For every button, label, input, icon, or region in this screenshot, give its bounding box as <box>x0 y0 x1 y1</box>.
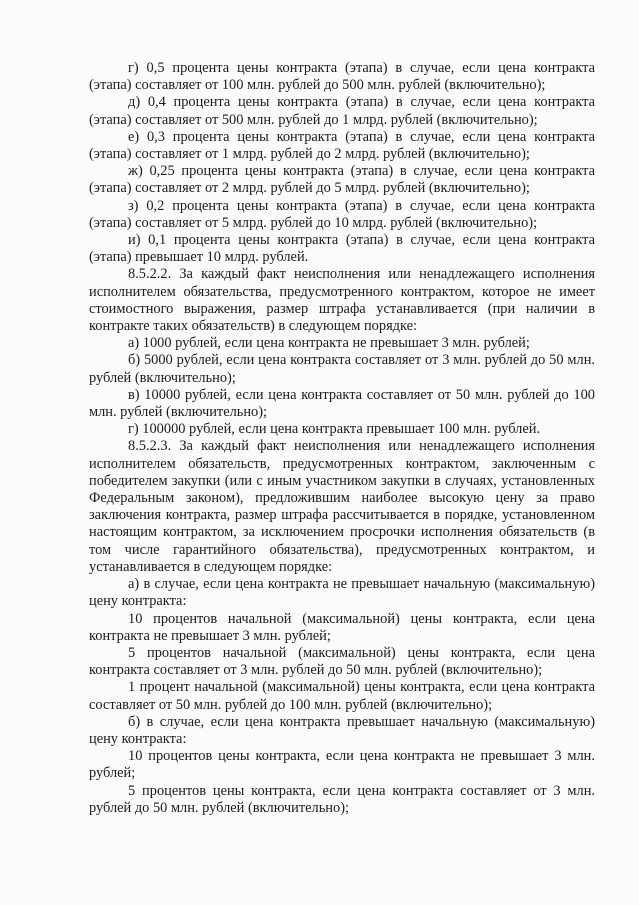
paragraph-10-percent-initial-price: 10 процентов начальной (максимальной) цены контракта, если цена контракта не превышает 3 млн. рублей; <box>89 610 595 644</box>
paragraph-clause-8-5-2-2: 8.5.2.2. За каждый факт неисполнения или ненадлежащего исполнения исполнителем обязательства, предусмотренного контрактом, которое не имеет стоимостного выражения, размер штрафа устанавливается (при наличии в контракте таких обязательств) в следующем порядке: <box>89 266 595 335</box>
paragraph-item-b-5000-rub: б) 5000 рублей, если цена контракта составляет от 3 млн. рублей до 50 млн. рублей (включительно); <box>89 352 595 386</box>
paragraph-item-v-10000-rub: в) 10000 рублей, если цена контракта составляет от 50 млн. рублей до 100 млн. рублей (включительно); <box>89 386 595 421</box>
paragraph-item-a-not-exceeding-initial: а) в случае, если цена контракта не превышает начальную (максимальную) цену контракта: <box>89 576 595 610</box>
paragraph-item-b-exceeding-initial: б) в случае, если цена контракта превышает начальную (максимальную) цену контракта: <box>89 713 595 747</box>
paragraph-item-a-1000-rub: а) 1000 рублей, если цена контракта не превышает 3 млн. рублей; <box>128 335 530 352</box>
paragraph-item-g-0-5-percent: г) 0,5 процента цены контракта (этапа) в случае, если цена контракта (этапа) составляет от 100 млн. рублей до 500 млн. рублей (включительно); <box>89 60 595 94</box>
paragraph-5-percent-contract-price: 5 процентов цены контракта, если цена контракта составляет от 3 млн. рублей до 50 млн. рублей (включительно); <box>89 782 595 816</box>
paragraph-item-g-100000-rub: г) 100000 рублей, если цена контракта превышает 100 млн. рублей. <box>128 421 541 438</box>
paragraph-item-e-0-3-percent: е) 0,3 процента цены контракта (этапа) в случае, если цена контракта (этапа) составляет от 1 млрд. рублей до 2 млрд. рублей (включительно); <box>89 128 595 163</box>
paragraph-1-percent-initial-price: 1 процент начальной (максимальной) цены контракта, если цена контракта составляет от 50 млн. рублей до 100 млн. рублей (включительно); <box>89 679 595 713</box>
paragraph-item-zh-0-25-percent: ж) 0,25 процента цены контракта (этапа) в случае, если цена контракта (этапа) составляет от 2 млрд. рублей до 5 млрд. рублей (включительно); <box>89 163 595 197</box>
paragraph-10-percent-contract-price: 10 процентов цены контракта, если цена контракта не превышает 3 млн. рублей; <box>89 748 595 782</box>
paragraph-clause-8-5-2-3: 8.5.2.3. За каждый факт неисполнения или ненадлежащего исполнения исполнителем обязательств, предусмотренных контрактом, заключенным с победителем закупки (или с иным участником закупки в случаях, установленных Федеральным законом), предложившим наиболее высокую цену за право заключения контракта, размер штрафа рассчитывается в порядке, установленном настоящим контрактом, за исключением просрочки исполнения обязательств (в том числе гарантийного обязательства), предусмотренных контрактом, и устанавливается в следующем порядке: <box>89 438 595 575</box>
paragraph-item-z-0-2-percent: з) 0,2 процента цены контракта (этапа) в случае, если цена контракта (этапа) составляет от 5 млрд. рублей до 10 млрд. рублей (включительно); <box>89 197 595 231</box>
paragraph-item-i-0-1-percent: и) 0,1 процента цены контракта (этапа) в случае, если цена контракта (этапа) превышает 10 млрд. рублей. <box>89 232 595 266</box>
paragraph-item-d-0-4-percent: д) 0,4 процента цены контракта (этапа) в случае, если цена контракта (этапа) составляет от 500 млн. рублей до 1 млрд. рублей (включительно); <box>89 94 595 128</box>
paragraph-5-percent-initial-price: 5 процентов начальной (максимальной) цены контракта, если цена контракта составляет от 3 млн. рублей до 50 млн. рублей (включительно); <box>89 644 595 679</box>
